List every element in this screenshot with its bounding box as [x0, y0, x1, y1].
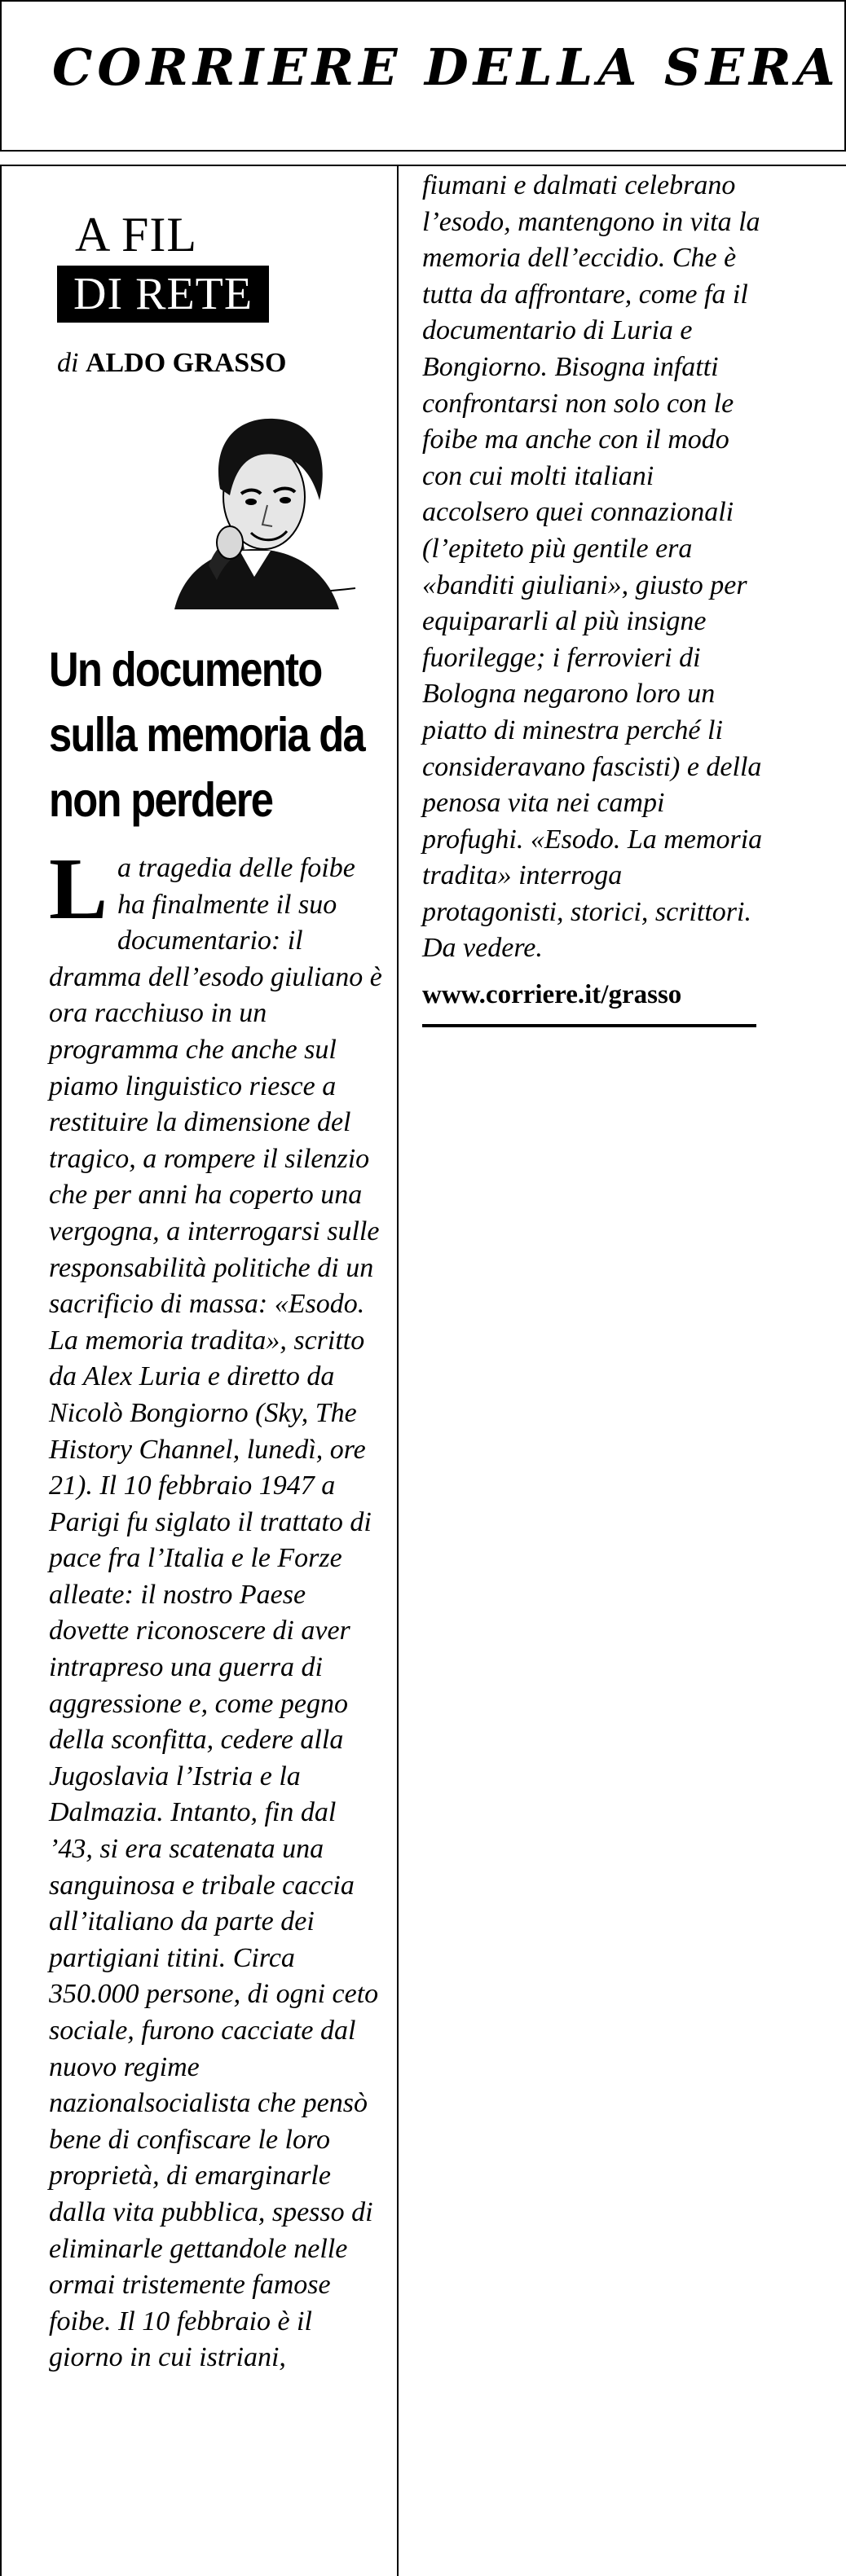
article-end-rule	[422, 1024, 756, 1027]
drop-cap: L	[49, 841, 108, 938]
right-column	[422, 168, 764, 1027]
column-rule	[397, 165, 399, 2576]
article-headline: Un documento sulla memoria da non perdere	[49, 643, 365, 827]
article-body-left	[49, 841, 383, 2376]
rubric-line-1: A FIL	[75, 208, 198, 262]
column-rubric	[49, 209, 383, 323]
byline-author: ALDO GRASSO	[85, 348, 287, 378]
masthead	[0, 0, 846, 152]
article-body-right: fiumani e dalmati celebrano l’esodo, mantengono in vita la memoria dell’eccidio. Che è tutta da affrontare, come fa il documentario di Luria e Bongiorno. Bisogna infatti confrontarsi non solo con le foibe ma anche con il modo con cui molti italiani accolsero quei connazionali (l’epiteto più gentile era «banditi giuliani», giusto per equipararli al più insigne fuorilegge; i ferrovieri di Bologna negarono loro un piatto di minestra perché li consideravano fascisti) e della penosa vita nei campi profughi. «Esodo. La memoria tradita» interroga protagonisti, storici, scrittori. Da vedere.	[422, 170, 763, 964]
byline	[57, 347, 383, 380]
rubric-line-2: DI RETE	[57, 266, 269, 323]
article-url: www.corriere.it/grasso	[422, 980, 682, 1010]
left-column	[49, 187, 383, 2376]
byline-prefix: di	[57, 348, 79, 378]
article-body-left-text: a tragedia delle foibe ha finalmente il suo documentario: il dramma dell’esodo giuliano è ora racchiuso in un programma che anche sul piamo linguistico riesce a restituire la dimensione del tragico, a rompere il silenzio che per anni ha coperto una vergogna, a interrogarsi sulle responsabilità politiche di un sacrificio di massa: «Esodo. La memoria tradita», scritto da Alex Luria e diretto da Nicolò Bongiorno (Sky, The History Channel, lunedì, ore 21). Il 10 febbraio 1947 a Parigi fu siglato il trattato di pace fra l’Italia e le Forze alleate: il nostro Paese dovette riconoscere di aver intrapreso una guerra di aggressione e, come pegno della sconfitta, cedere alla Jugoslavia l’Istria e la Dalmazia. Intanto, fin dal ’43, si era scatenata una sanguinosa e tribale caccia all’italiano da parte dei partigiani titini. Circa 350.000 persone, di ogni ceto sociale, furono cacciate dal nuovo regime nazionalsocialista che pensò bene di confiscare le loro proprietà, di emarginarle dalla vita pubblica, spesso di eliminarle gettandole nelle ormai tristemente famose foibe. Il 10 febbraio è il giorno in cui istriani,	[49, 853, 382, 2373]
masthead-title: CORRIERE DELLA SERA	[52, 37, 840, 97]
author-portrait	[160, 406, 364, 609]
